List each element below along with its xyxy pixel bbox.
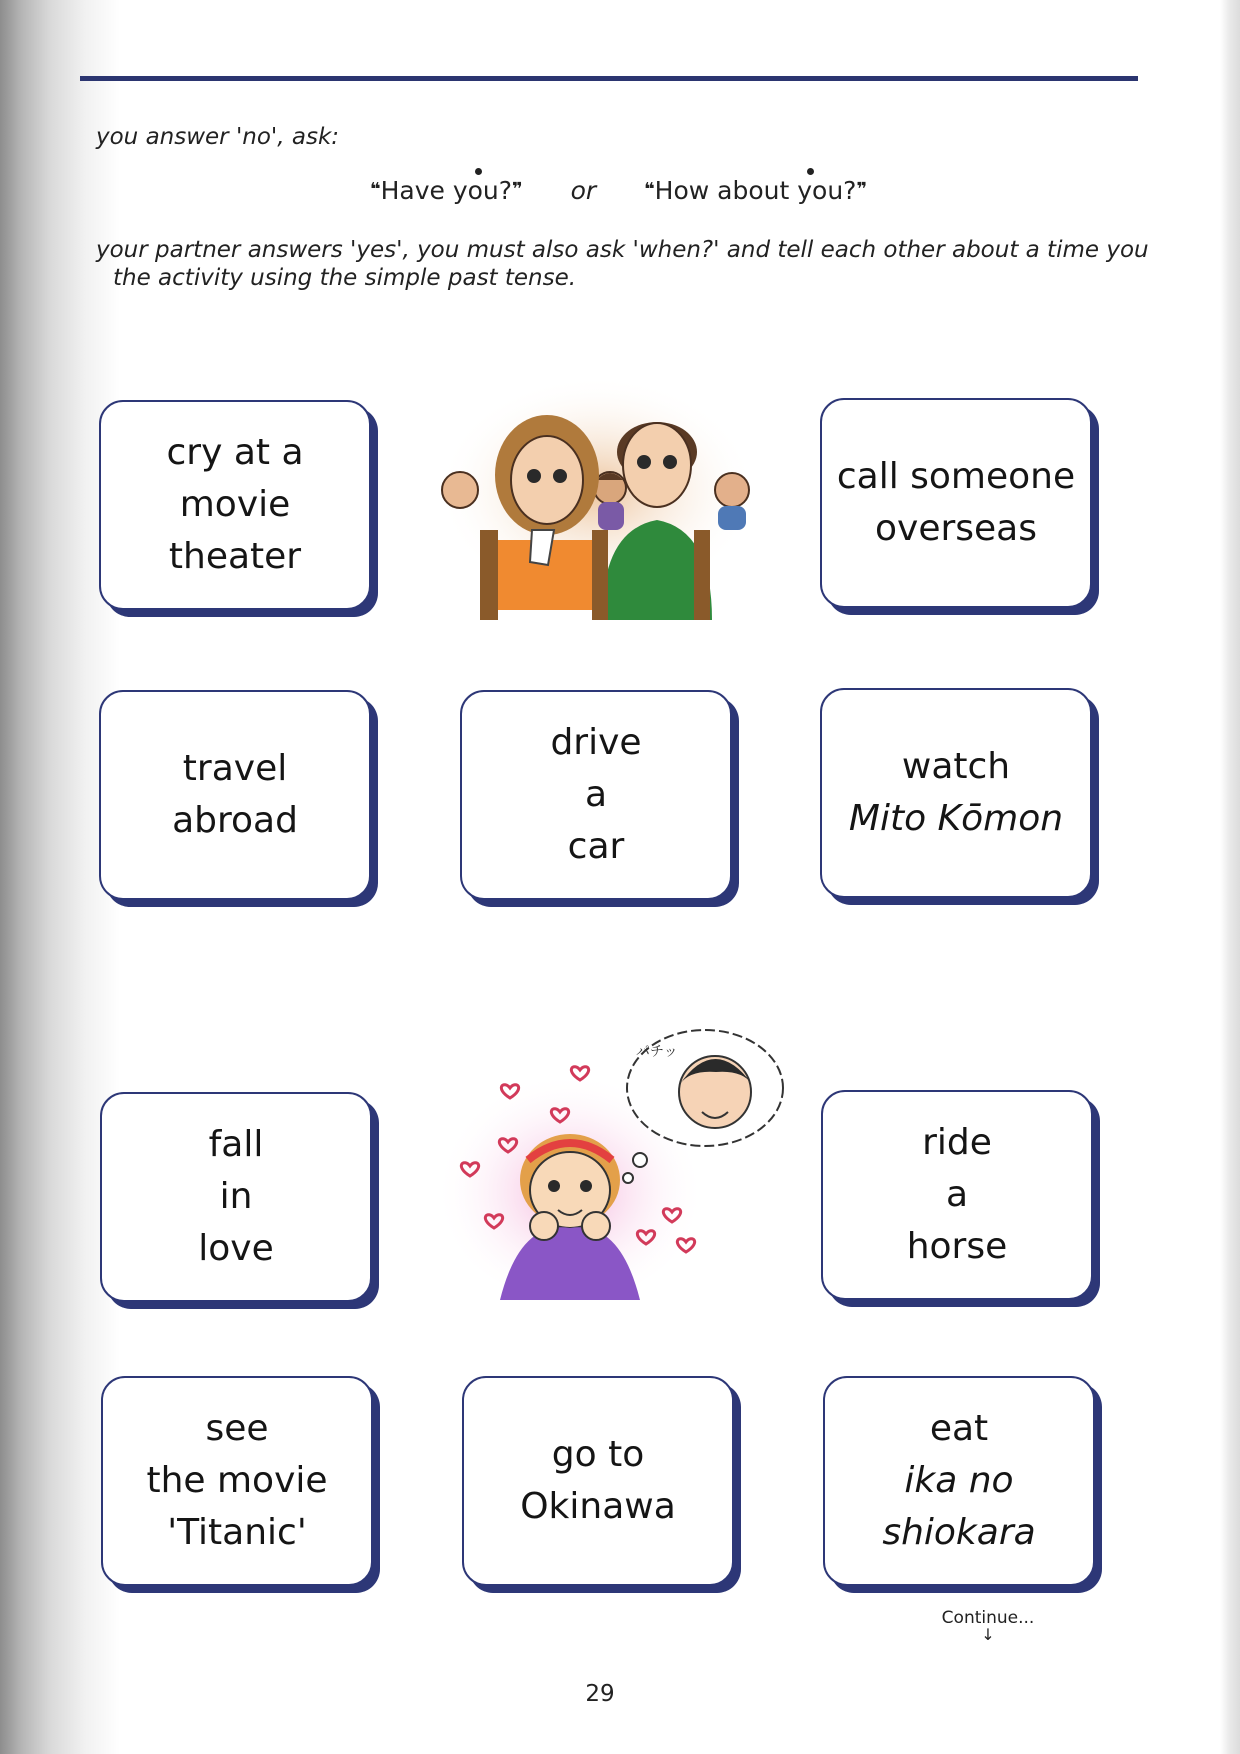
- card-line: ika no: [904, 1460, 1014, 1501]
- card-line: movie: [179, 484, 291, 525]
- activity-card-call-someone-overseas: [820, 398, 1092, 608]
- card-line: eat: [929, 1408, 989, 1449]
- card-line: call someone: [836, 456, 1076, 497]
- page-number: 29: [585, 1681, 615, 1707]
- question-how-about-you: How about you?: [654, 176, 857, 205]
- card-line: the movie: [146, 1460, 328, 1501]
- card-line: love: [198, 1228, 274, 1269]
- card-line: theater: [168, 536, 302, 577]
- continue-indicator: [933, 1608, 1043, 1642]
- activity-card-go-to-okinawa: [462, 1376, 734, 1586]
- header-rule: [80, 76, 1138, 81]
- card-line: in: [219, 1176, 253, 1217]
- activity-card-travel-abroad: [99, 690, 371, 900]
- activity-card-eat-ika-no-shiokara: [823, 1376, 1095, 1586]
- card-line: shiokara: [882, 1512, 1036, 1553]
- card-line: ride: [922, 1122, 992, 1163]
- stress-dot-icon: [470, 174, 486, 176]
- card-line: Mito Kōmon: [848, 798, 1064, 839]
- falling-in-love-illustration: [440, 1020, 800, 1310]
- card-line: Okinawa: [520, 1486, 676, 1527]
- down-arrow-icon: ↓: [981, 1625, 995, 1644]
- quote-open-icon: ❝: [370, 179, 381, 200]
- quote-close-icon: ❞: [512, 179, 523, 200]
- activity-card-fall-in-love: [100, 1092, 372, 1302]
- card-line: travel: [182, 748, 288, 789]
- card-line: 'Titanic': [167, 1512, 307, 1553]
- card-line: fall: [208, 1124, 264, 1165]
- page-edge: [1220, 0, 1240, 1754]
- card-line: overseas: [875, 508, 1037, 549]
- activity-card-cry-at-movie-theater: [99, 400, 371, 610]
- card-line: go to: [551, 1434, 645, 1475]
- card-line: a: [584, 774, 608, 815]
- activity-card-see-titanic: [101, 1376, 373, 1586]
- instruction-line-2a: your partner answers 'yes', you must also ask 'when?' and tell each other about a time you: [96, 237, 1149, 263]
- activity-card-drive-a-car: [460, 690, 732, 900]
- stress-dot-icon: [802, 174, 818, 176]
- quote-open-icon: ❝: [644, 179, 655, 200]
- continue-label: Continue...: [941, 1608, 1035, 1628]
- card-line: cry at a: [166, 432, 304, 473]
- instruction-line-2b: the activity using the simple past tense.: [113, 265, 577, 291]
- or-word: or: [570, 176, 597, 205]
- card-line: abroad: [172, 800, 298, 841]
- quote-close-icon: ❞: [856, 179, 868, 200]
- card-line: watch: [901, 746, 1011, 787]
- thought-label: パチッ: [636, 1044, 678, 1060]
- instruction-line-1: you answer 'no', ask:: [96, 124, 340, 150]
- activity-card-watch-mito-komon: [820, 688, 1092, 898]
- question-have-you: Have you?: [380, 176, 513, 205]
- card-line: horse: [906, 1226, 1008, 1267]
- card-line: a: [945, 1174, 969, 1215]
- movie-theater-illustration: [432, 380, 762, 620]
- card-line: see: [205, 1408, 269, 1449]
- card-line: car: [567, 826, 625, 867]
- card-line: drive: [550, 722, 642, 763]
- activity-card-ride-a-horse: [821, 1090, 1093, 1300]
- question-examples: [370, 176, 867, 205]
